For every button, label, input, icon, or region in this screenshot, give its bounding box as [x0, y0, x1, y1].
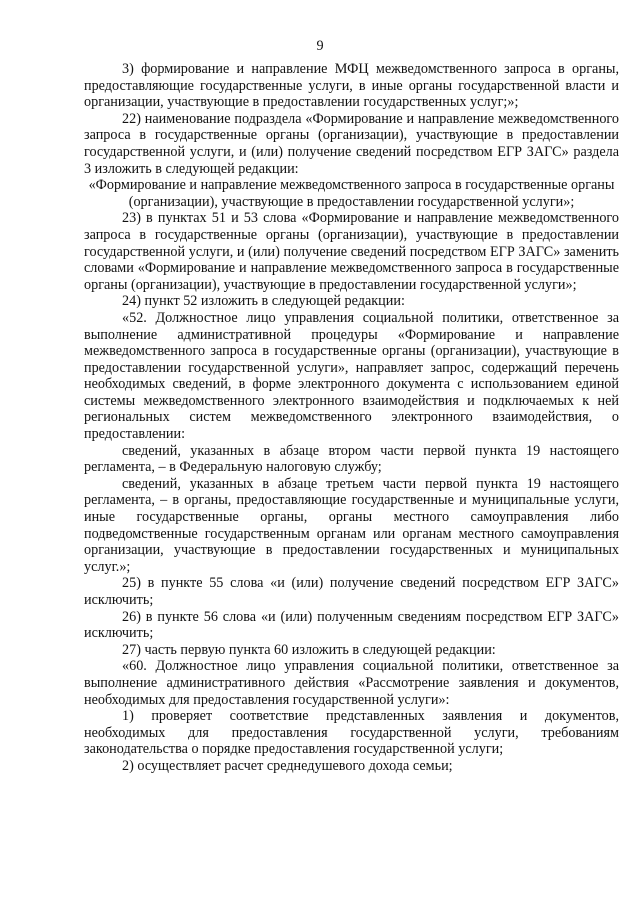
- paragraph-item-22: 22) наименование подраздела «Формирование и направление межведомственного запроса в государственные органы (организации), участвующие в предоставлении государственной услуги, и (или) получение сведений посредством ЕГР ЗАГС» раздела 3 изложить в следующей редакции:: [84, 110, 619, 177]
- paragraph-tax-service: сведений, указанных в абзаце втором части первой пункта 19 настоящего регламента, – в Федеральную налоговую службу;: [84, 442, 619, 476]
- paragraph-item-23: 23) в пунктах 51 и 53 слова «Формирование и направление межведомственного запроса в государственные органы (организации), участвующие в предоставлении государственной услуги, и (или) получение сведений посредством ЕГР ЗАГС» заменить словами «Формирование и направление межведомственного запроса в государственные органы (организации), участвующие в предоставлении государственной услуги»;: [84, 210, 619, 293]
- document-body: [84, 61, 619, 775]
- paragraph-item-27: 27) часть первую пункта 60 изложить в следующей редакции:: [122, 641, 496, 658]
- page-number: 9: [316, 38, 324, 54]
- paragraph-item-24: 24) пункт 52 изложить в следующей редакции:: [122, 293, 405, 310]
- paragraph-item-25: 25) в пункте 55 слова «и (или) получение сведений посредством ЕГР ЗАГС» исключить;: [84, 575, 619, 608]
- paragraph-new-heading: «Формирование и направление межведомственного запроса в государственные органы (организации), участвующие в предоставлении государственной услуги»;: [88, 177, 615, 210]
- paragraph-point-52: «52. Должностное лицо управления социальной политики, ответственное за выполнение административной процедуры «Формирование и направление межведомственного запроса в государственные органы (организации), участвующие в предоставлении государственной услуги», направляет запрос, содержащий перечень необходимых сведений, в форме электронного документа с использованием единой системы межведомственного электронного взаимодействия и подключаемых к ней региональных систем межведомственного электронного взаимодействия, о предоставлении:: [84, 309, 619, 443]
- paragraph-item-26: 26) в пункте 56 слова «и (или) полученным сведениям посредством ЕГР ЗАГС» исключить;: [84, 608, 619, 642]
- paragraph-subitem-1: 1) проверяет соответствие представленных заявления и документов, необходимых для предоставления государственной услуги, требованиям законодательства о порядке предоставления государственной услуги;: [84, 708, 619, 758]
- paragraph-state-bodies: сведений, указанных в абзаце третьем части первой пункта 19 настоящего регламента, – в органы, предоставляющие государственные и муниципальные услуги, иные государственные органы, органы местного самоуправления либо подведомственные государственным органам или органам местного самоуправления организации, участвующие в предоставлении государственных и муниципальных услуг.»;: [84, 475, 619, 575]
- paragraph-point-60: «60. Должностное лицо управления социальной политики, ответственное за выполнение административного действия «Рассмотрение заявления и документов, необходимых для предоставления государственной услуги»:: [84, 658, 619, 708]
- paragraph-subitem-2: 2) осуществляет расчет среднедушевого дохода семьи;: [122, 757, 453, 774]
- paragraph-item-3: 3) формирование и направление МФЦ межведомственного запроса в органы, предоставляющие государственные услуги, в иные органы государственной власти и организации, участвующие в предоставлении государственных услуг;»;: [84, 61, 619, 111]
